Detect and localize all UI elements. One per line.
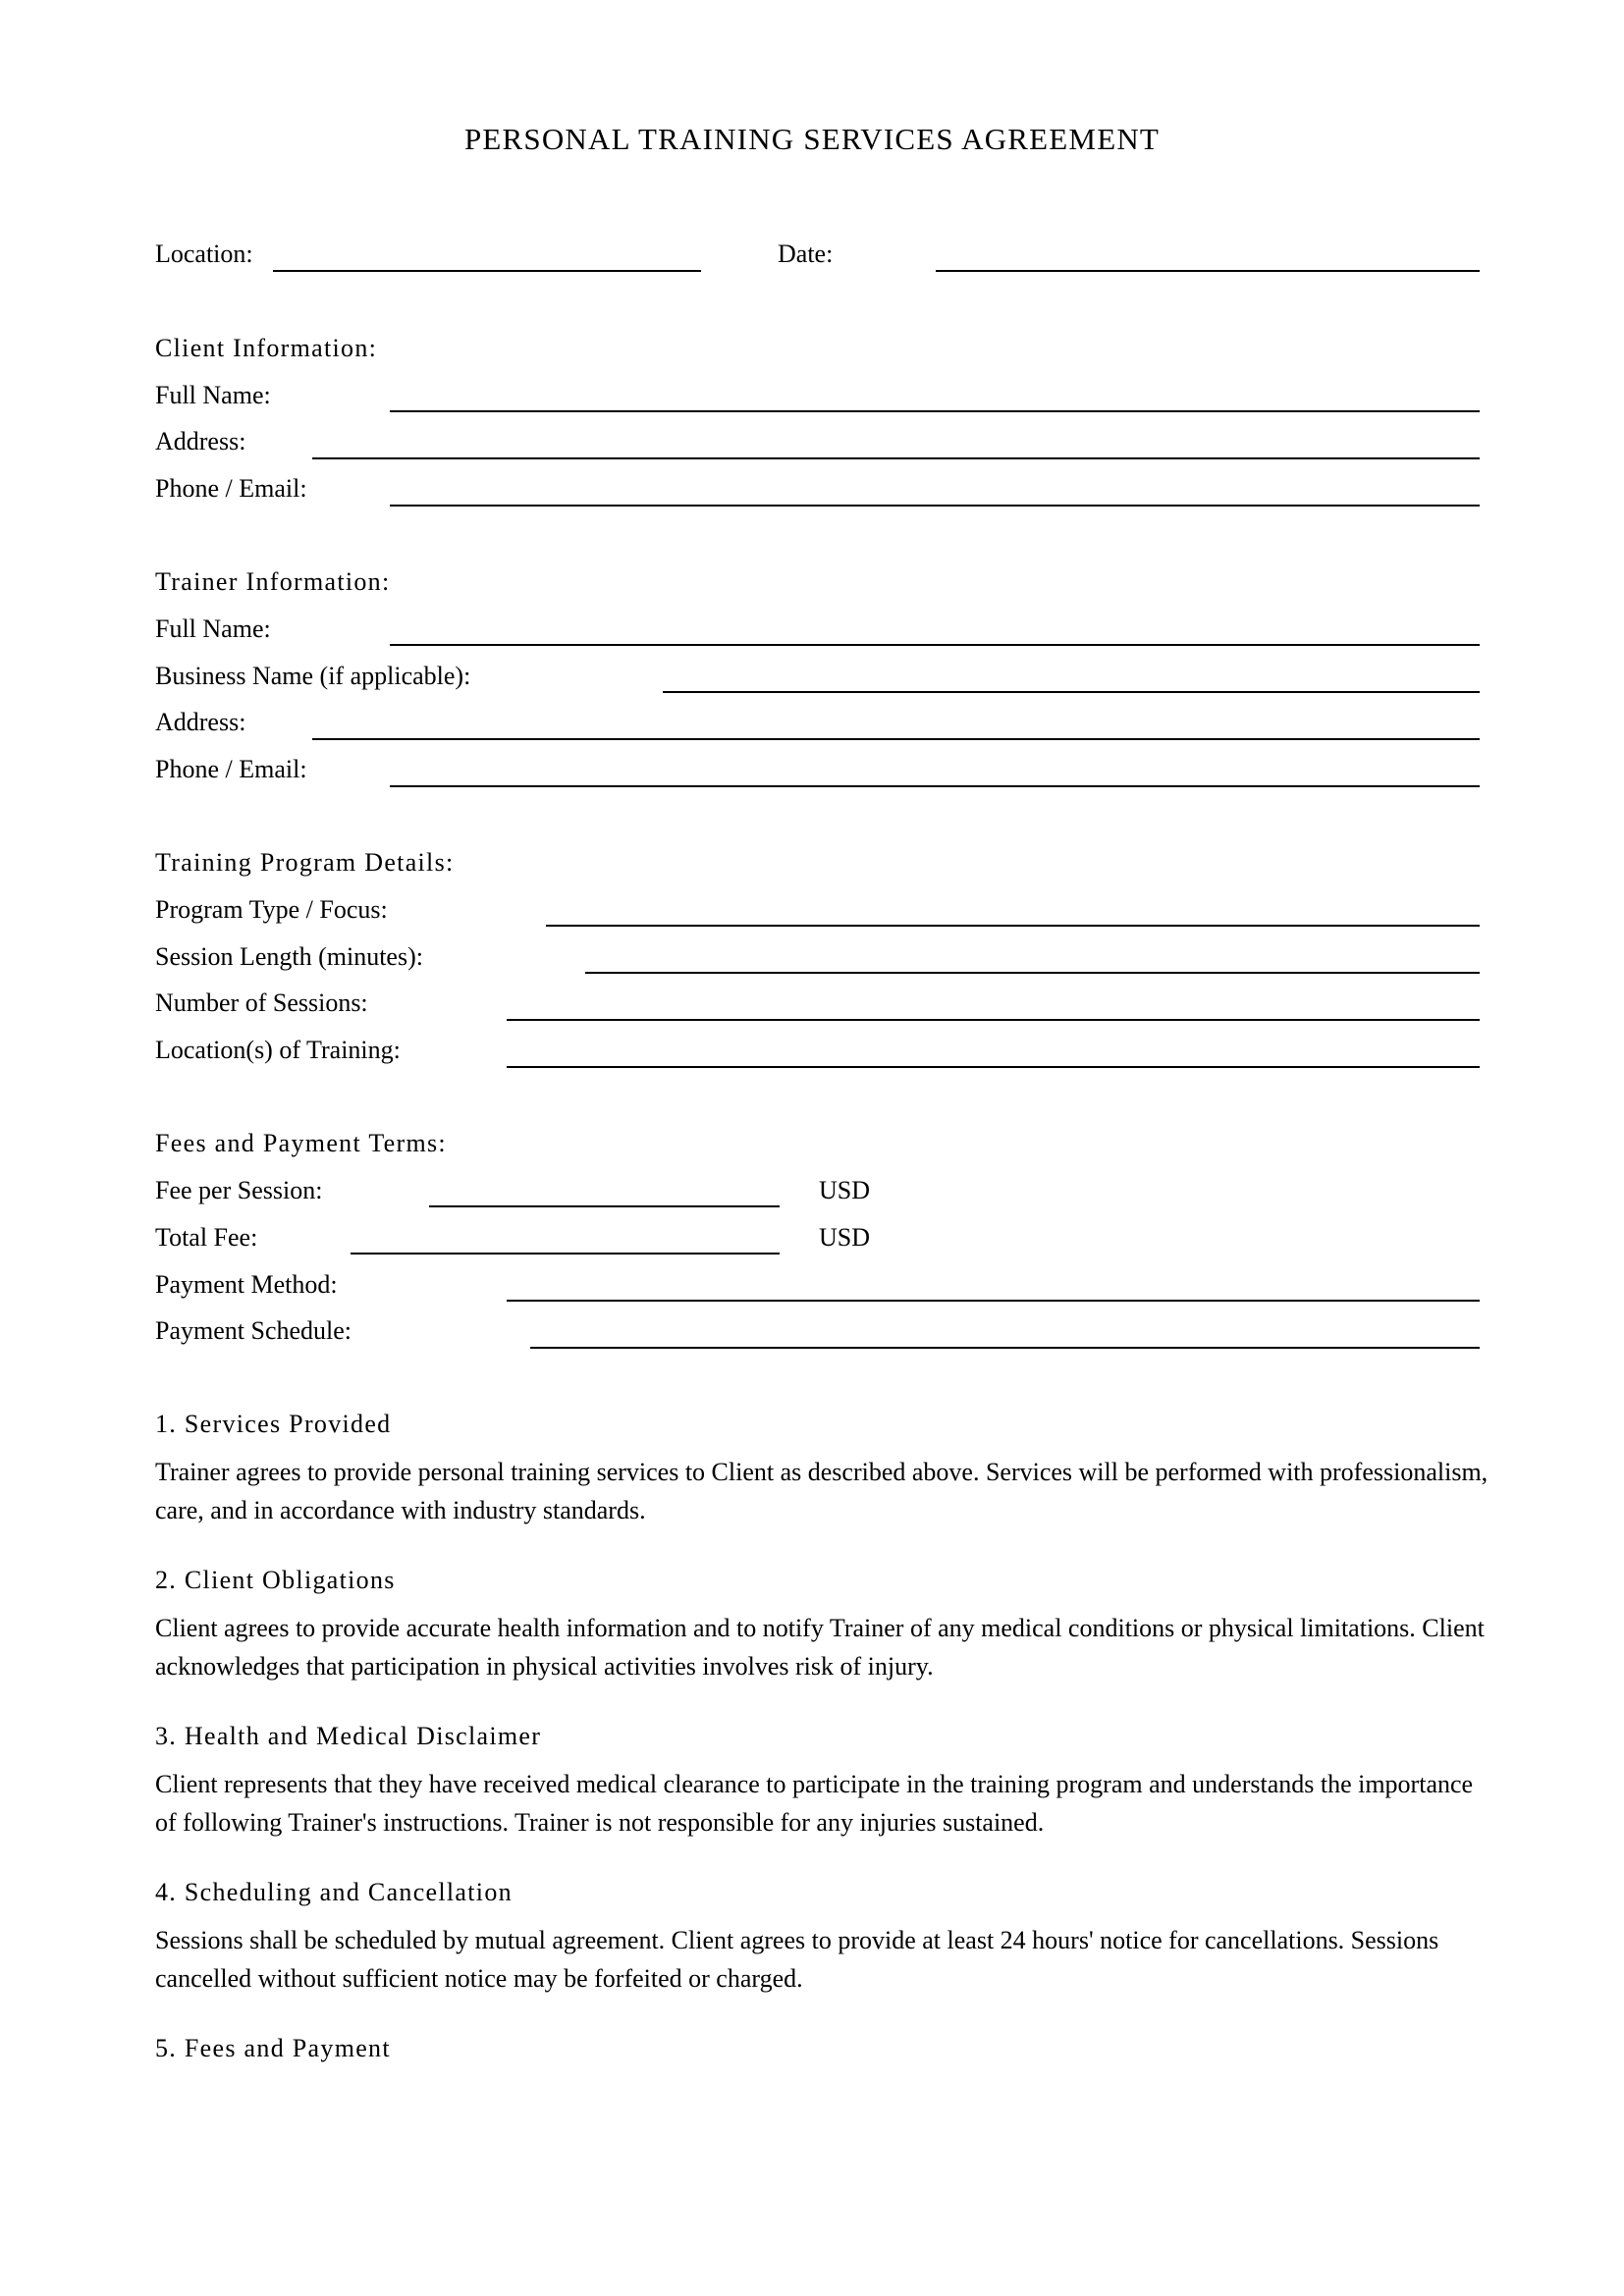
total-fee-label: Total Fee:	[155, 1223, 258, 1252]
client-phone-email-label: Phone / Email:	[155, 474, 307, 503]
section-3-heading: 3. Health and Medical Disclaimer	[155, 1722, 542, 1750]
session-length-field[interactable]	[585, 972, 1480, 974]
program-type-field[interactable]	[546, 925, 1480, 927]
client-phone-email-field[interactable]	[390, 505, 1480, 507]
payment-method-field[interactable]	[507, 1300, 1480, 1302]
fee-per-session-label: Fee per Session:	[155, 1176, 323, 1204]
location-label: Location:	[155, 240, 253, 268]
trainer-address-field[interactable]	[312, 738, 1480, 740]
trainer-address-label: Address:	[155, 708, 246, 736]
section-1-body: Trainer agrees to provide personal training services to Client as described above. Services will be performed with professionalism, care, and in accordance with industry standards.	[155, 1458, 1489, 1524]
section-2-body: Client agrees to provide accurate health information and to notify Trainer of any medical conditions or physical limitations. Client acknowledges that participation in physical activities involves risk of injury.	[155, 1614, 1485, 1681]
date-label: Date:	[778, 240, 834, 268]
trainer-phone-email-field[interactable]	[390, 785, 1480, 787]
location-field[interactable]	[273, 270, 701, 272]
session-length-label: Session Length (minutes):	[155, 942, 423, 971]
number-of-sessions-field[interactable]	[507, 1019, 1480, 1021]
trainer-business-name-label: Business Name (if applicable):	[155, 662, 471, 690]
section-3-body: Client represents that they have received medical clearance to participate in the training program and understands the importance of following Trainer's instructions. Trainer is not responsible for any injuries sustained.	[155, 1770, 1474, 1837]
client-full-name-label: Full Name:	[155, 381, 271, 409]
program-type-label: Program Type / Focus:	[155, 895, 388, 924]
training-locations-label: Location(s) of Training:	[155, 1036, 401, 1064]
client-full-name-field[interactable]	[390, 410, 1480, 412]
fees-heading: Fees and Payment Terms:	[155, 1129, 447, 1157]
section-1-heading: 1. Services Provided	[155, 1410, 392, 1438]
client-information-heading: Client Information:	[155, 334, 378, 362]
fee-per-session-field[interactable]	[429, 1205, 780, 1207]
section-2-heading: 2. Client Obligations	[155, 1566, 396, 1594]
total-fee-currency: USD	[819, 1223, 871, 1252]
trainer-full-name-label: Full Name:	[155, 614, 271, 643]
date-field[interactable]	[936, 270, 1480, 272]
fee-per-session-currency: USD	[819, 1176, 871, 1204]
section-4-body: Sessions shall be scheduled by mutual agreement. Client agrees to provide at least 24 hours' notice for cancellations. Sessions cancelled without sufficient notice may be forfeited or charged.	[155, 1926, 1439, 1993]
total-fee-field[interactable]	[351, 1253, 780, 1255]
number-of-sessions-label: Number of Sessions:	[155, 988, 368, 1017]
payment-schedule-label: Payment Schedule:	[155, 1316, 352, 1345]
training-program-heading: Training Program Details:	[155, 848, 455, 877]
trainer-full-name-field[interactable]	[390, 644, 1480, 646]
section-4-heading: 4. Scheduling and Cancellation	[155, 1878, 513, 1906]
trainer-information-heading: Trainer Information:	[155, 567, 391, 596]
payment-schedule-field[interactable]	[530, 1347, 1480, 1349]
training-locations-field[interactable]	[507, 1066, 1480, 1068]
section-5-heading: 5. Fees and Payment	[155, 2034, 391, 2062]
trainer-phone-email-label: Phone / Email:	[155, 755, 307, 783]
trainer-business-name-field[interactable]	[663, 691, 1480, 693]
client-address-field[interactable]	[312, 457, 1480, 459]
payment-method-label: Payment Method:	[155, 1270, 338, 1299]
document-title: PERSONAL TRAINING SERVICES AGREEMENT	[463, 122, 1161, 156]
client-address-label: Address:	[155, 427, 246, 455]
